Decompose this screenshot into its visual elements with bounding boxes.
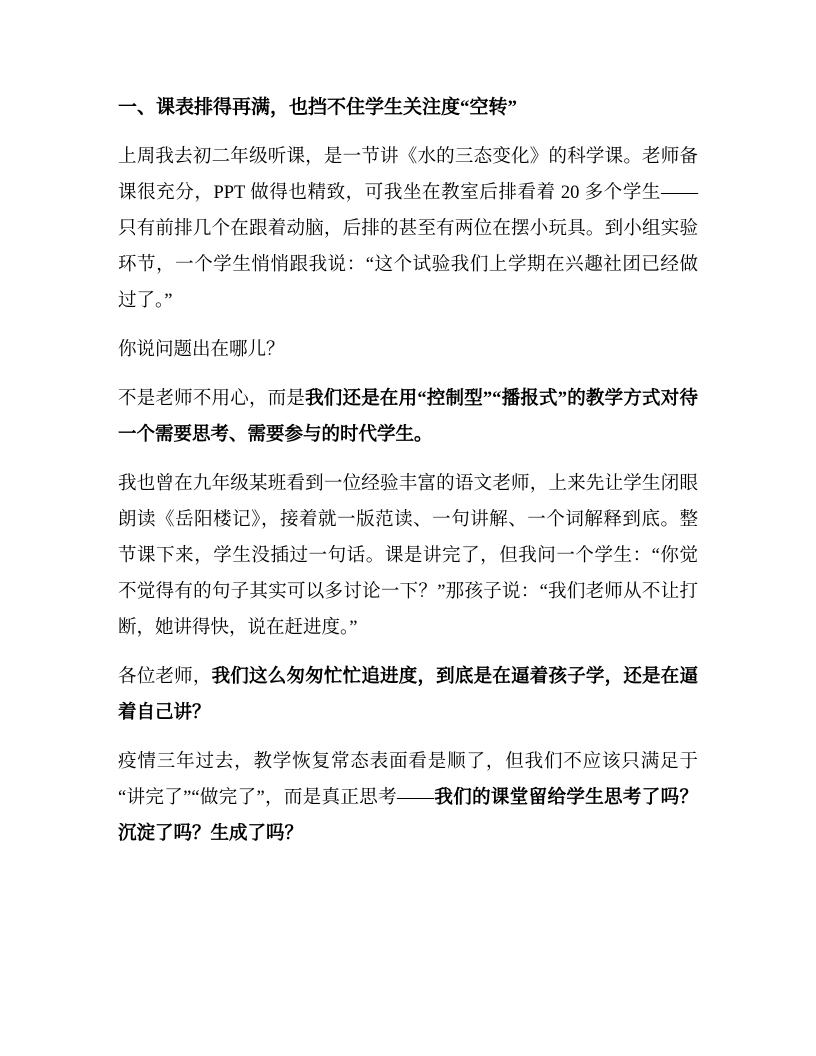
paragraph	[118, 744, 698, 852]
text-run: 上周我去初二年级听课，是一节讲《水的三态变化》的科学课。老师备课很充分，PPT 做得也精致，可我坐在教室后排看着 20 多个学生——只有前排几个在跟着动脑，后排的甚至有两位在摆小玩具。到小组实验环节，一个学生悄悄跟我说：“这个试验我们上学期在兴趣社团已经做过了。”	[118, 147, 698, 311]
bold-text-run: 我们的课堂留给学生思考了吗？沉淀了吗？生成了吗？	[118, 788, 698, 844]
paragraph	[118, 381, 698, 453]
text-run: 疫情三年过去，教学恢复常态表面看是顺了，但我们不应该只满足于“讲完了”“做完了”，而是真正思考——	[118, 752, 698, 808]
text-run: 不是老师不用心，而是	[118, 389, 306, 409]
text-run: 各位老师，	[118, 667, 212, 687]
document-body	[118, 139, 698, 852]
section-heading: 一、课表排得再满，也挡不住学生关注度“空转”	[118, 97, 518, 118]
document-content	[118, 90, 698, 865]
text-run: 你说问题出在哪儿？	[118, 340, 285, 360]
text-run: 我也曾在九年级某班看到一位经验丰富的语文老师，上来先让学生闭眼朗读《岳阳楼记》，接着就一版范读、一句讲解、一个词解释到底。整节课下来，学生没插过一句话。课是讲完了，但我问一个学生：“你觉不觉得有的句子其实可以多讨论一下？”那孩子说：“我们老师从不让打断，她讲得快，说在赶进度。”	[118, 474, 698, 638]
paragraph	[118, 139, 698, 319]
paragraph	[118, 659, 698, 731]
bold-text-run: 我们还是在用“控制型”“播报式”的教学方式对待一个需要思考、需要参与的时代学生。	[118, 389, 698, 445]
paragraph	[118, 466, 698, 646]
bold-text-run: 我们这么匆匆忙忙追进度，到底是在逼着孩子学，还是在逼着自己讲？	[118, 667, 698, 723]
paragraph	[118, 332, 698, 368]
